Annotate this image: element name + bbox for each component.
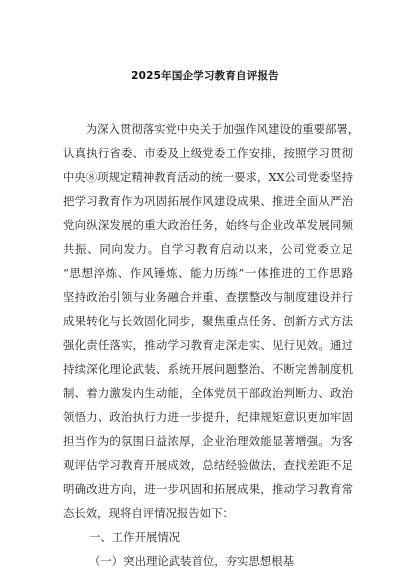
paragraph-line: 成果转化与长效固化同步，聚焦重点任务、创新方式方法	[63, 314, 353, 328]
paragraph-line: 认真执行省委、市委及上级党委工作安排，按照学习贯彻	[63, 146, 353, 160]
section-heading: 一、工作开展情况	[89, 530, 181, 544]
paragraph-line: “思想淬炼、作风锤炼、能力历练”一体推进的工作思路	[63, 266, 353, 280]
paragraph-line: 强化责任落实，推动学习教育走深走实、见行见效。通过	[63, 338, 353, 352]
paragraph-line: 共振、同向发力。自学习教育启动以来，公司党委立足	[63, 242, 353, 256]
paragraph-line: 态长效，现将自评情况报告如下：	[63, 506, 234, 520]
paragraph-line: 制、着力激发内生动能，全体党员干部政治判断力、政治	[63, 386, 353, 400]
paragraph-line: 坚持政治引领与业务融合并重、查摆整改与制度建设并行	[63, 290, 353, 304]
paragraph-line: 党向纵深发展的重大政治任务，始终与企业改革发展同频	[63, 218, 353, 232]
paragraph-line: 中央⑧项规定精神教育活动的统一要求，XX公司党委坚持	[63, 170, 353, 184]
paragraph-line: 明确改进方向，进一步巩固和拓展成果，推动学习教育常	[63, 482, 353, 496]
document-title: 2025年国企学习教育自评报告	[131, 70, 279, 82]
intro-paragraph	[63, 117, 360, 525]
subsection-heading: （一）突出理论武装首位，夯实思想根基	[89, 554, 295, 568]
paragraph-line: 领悟力、政治执行力进一步提升，纪律规矩意识更加牢固	[63, 410, 353, 424]
paragraph-line: 观评估学习教育开展成效，总结经验做法，查找差距不足	[63, 458, 353, 472]
paragraph-line: 把学习教育作为巩固拓展作风建设成果、推进全面从严治	[63, 194, 353, 208]
paragraph-line: 担当作为的氛围日益浓厚，企业治理效能显著增强。为客	[63, 434, 353, 448]
paragraph-line: 为深入贯彻落实党中央关于加强作风建设的重要部署，	[63, 122, 360, 136]
paragraph-line: 持续深化理论武装、系统开展问题整治、不断完善制度机	[63, 362, 353, 376]
